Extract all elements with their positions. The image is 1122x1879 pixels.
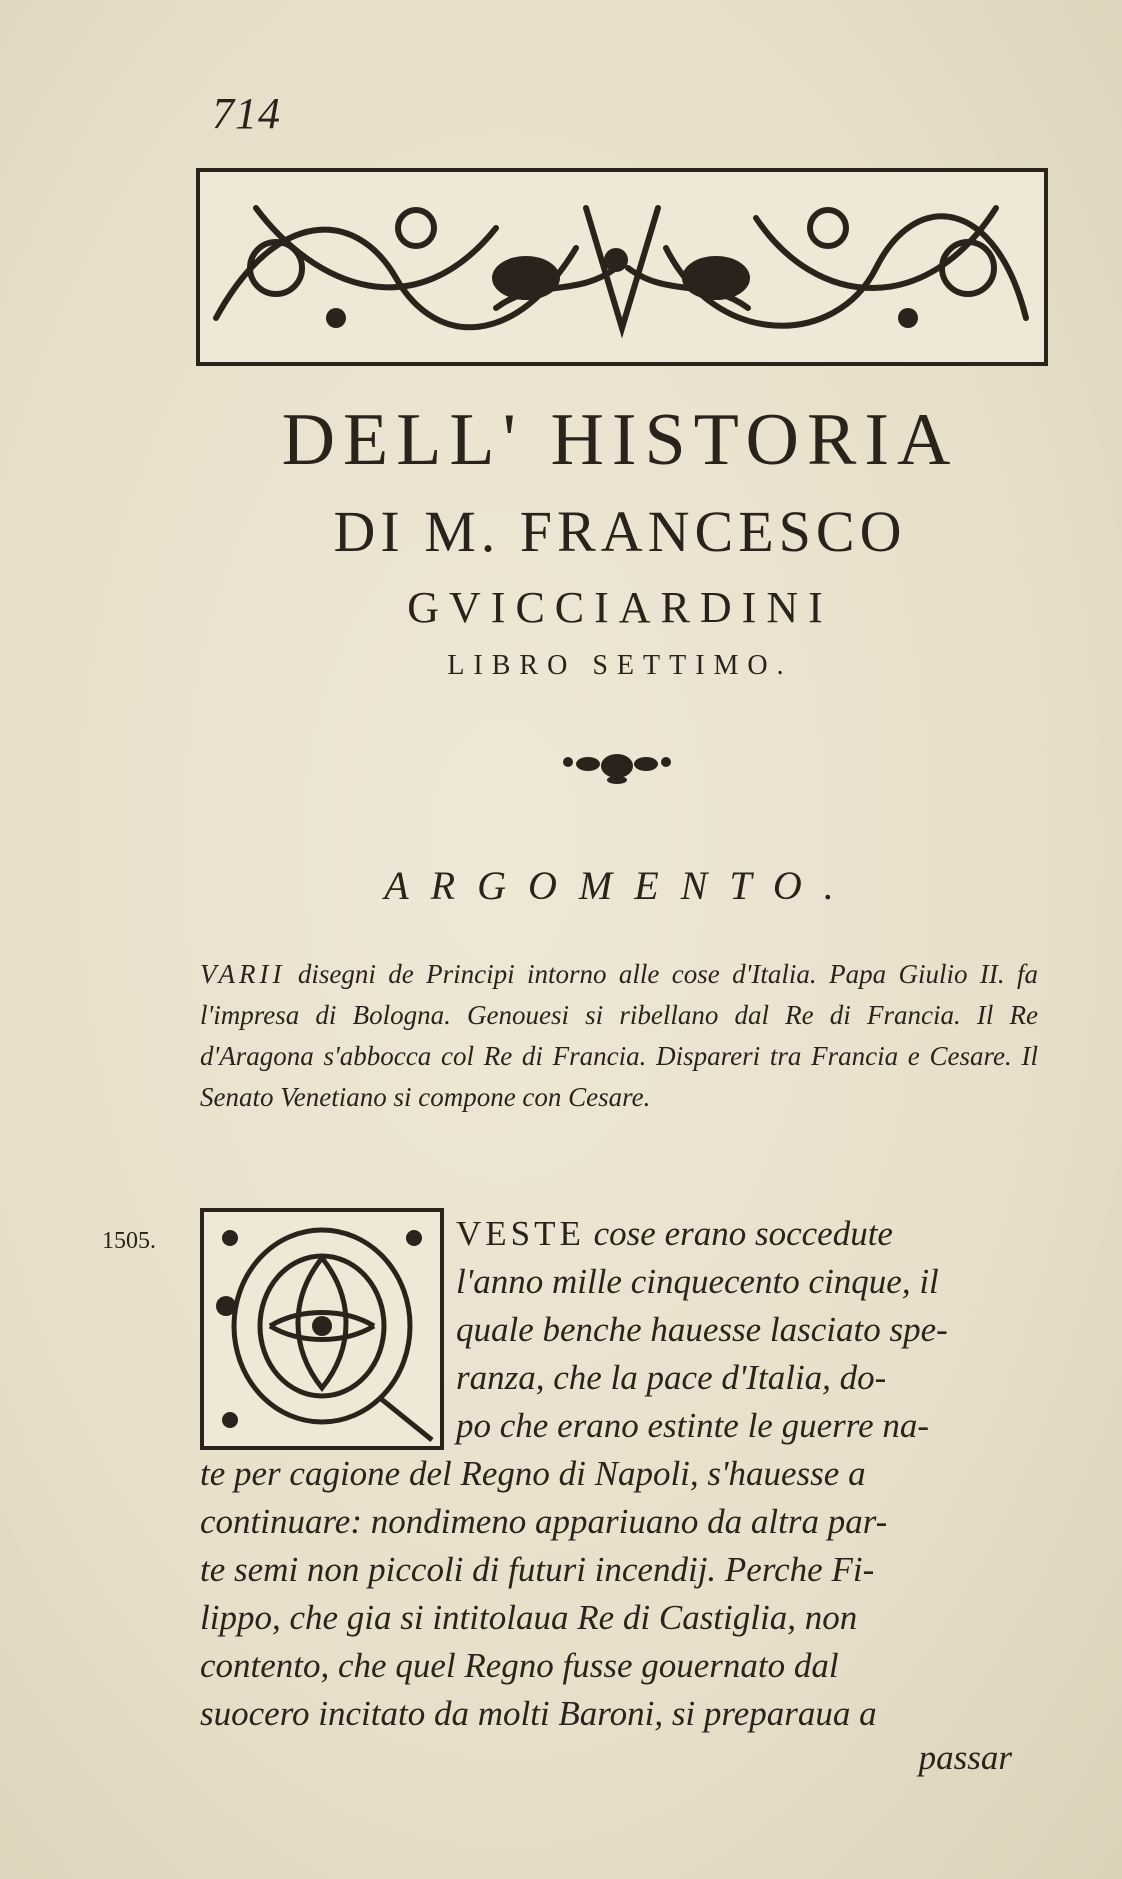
argomento-lead-word: VARII (200, 959, 286, 989)
body-line: suocero incitato da molti Baroni, si preparaua a (200, 1694, 877, 1733)
body-line: contento, che quel Regno fusse gouernato dal (200, 1646, 839, 1685)
catchword: passar (918, 1738, 1012, 1777)
argomento-summary (200, 954, 1038, 1118)
body-line: continuare: nondimeno appariuano da altra par- (200, 1502, 888, 1541)
argomento-heading: ARGOMENTO. (384, 863, 856, 908)
body-text (200, 1210, 1038, 1738)
body-line: te semi non piccoli di futuri incendij. Perche Fi- (200, 1550, 875, 1589)
fleuron-ornament (558, 746, 676, 786)
body-line: VESTE cose erano soccedute (456, 1214, 893, 1253)
margin-year-note: 1505. (102, 1228, 156, 1254)
title-line-2: DI M. FRANCESCO (333, 499, 907, 564)
headpiece-ornament (196, 168, 1048, 366)
argomento-text: disegni de Principi intorno alle cose d'Italia. Papa Giulio II. fa l'impresa di Bologna. Genouesi si ribellano dal Re di Francia. Il Re d'Aragona s'abbocca col Re di Francia. Dispareri tra Francia e Cesare. Il Senato Venetiano si compone con Cesare. (200, 959, 1038, 1112)
body-line: quale benche hauesse lasciato spe- (456, 1310, 948, 1349)
body-line: po che erano estinte le guerre na- (456, 1406, 930, 1445)
body-line: lippo, che gia si intitolaua Re di Castiglia, non (200, 1598, 858, 1637)
title-line-1: DELL' HISTORIA (281, 399, 959, 481)
title-line-4: LIBRO SETTIMO. (447, 650, 793, 681)
title-line-3: GVICCIARDINI (407, 583, 833, 632)
body-line: ranza, che la pace d'Italia, do- (456, 1358, 887, 1397)
body-lead-word: VESTE (456, 1214, 585, 1253)
body-line: te per cagione del Regno di Napoli, s'hauesse a (200, 1454, 866, 1493)
page-number: 714 (212, 89, 281, 138)
body-line: l'anno mille cinquecento cinque, il (456, 1262, 939, 1301)
